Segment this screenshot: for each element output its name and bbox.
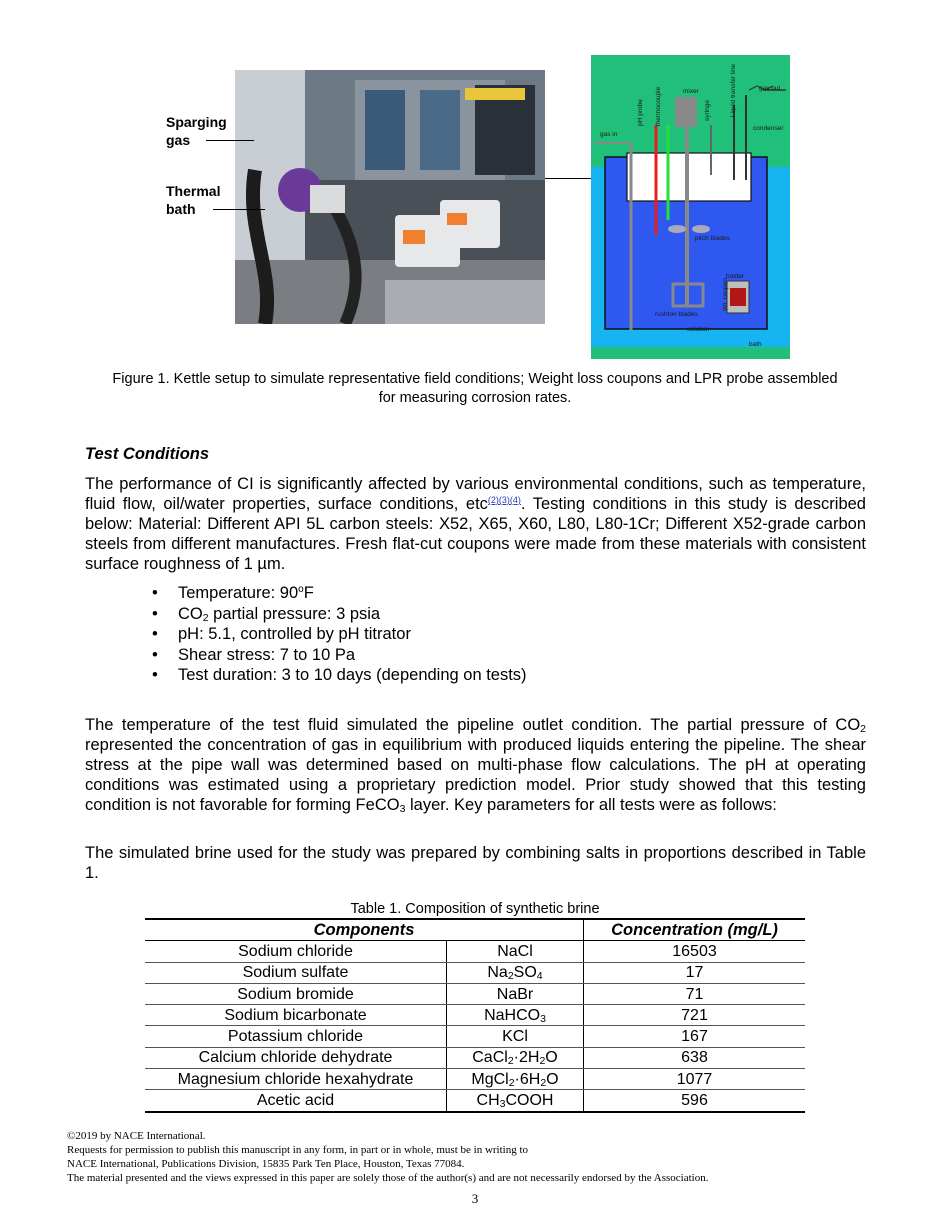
schematic-label-liquid-transfer-line: Liquid transfer line (730, 63, 738, 118)
lab-setup-photo (235, 70, 545, 324)
component-name-cell: Sodium bromide (145, 983, 447, 1004)
lab-setup-illustration (235, 70, 545, 324)
schematic-label-condenser: condenser (753, 125, 784, 132)
brine-composition-table (145, 918, 805, 1113)
paragraph-test-fluid: The temperature of the test fluid simulated the pipeline outlet condition. The partial pressure of $CO_2$ represented the concentration of gas in equilibrium with produced liquids entering the pipeline. The shear stress at the pipe wall was determined based on multi-phase flow calculations. The pH at operating conditions was estimated using a proprietary prediction model. Prior study showed that this testing condition is not favorable for forming FeCO$_3$ layer. Key parameters for all tests were as follows: (85, 716, 866, 815)
bullet-test-duration: • Test duration: 3 to 10 days (depending on tests) (152, 666, 527, 684)
schematic-label-ph-probe: pH probe (636, 99, 644, 126)
chemical-formula-cell: NaCl (447, 941, 584, 962)
table-row (145, 1090, 805, 1112)
concentration-cell: 71 (584, 983, 806, 1004)
schematic-label-gas-out: gas out (759, 85, 781, 92)
section-heading: Test Conditions (85, 445, 210, 463)
concentration-cell: 16503 (584, 941, 806, 962)
chemical-formula-cell: $CH_3COOH$ (447, 1090, 584, 1112)
chemical-formula-cell: $MgCl_2\cdot 6H_2O$ (447, 1069, 584, 1090)
table-row (145, 1005, 805, 1026)
concentration-cell: 596 (584, 1090, 806, 1112)
schematic-label-holder: holder (726, 273, 745, 280)
table-caption: Table 1. Composition of synthetic brine (350, 901, 600, 917)
schematic-label-thermocouple: thermocouple (655, 86, 663, 127)
table-row (145, 1069, 805, 1090)
paragraph-test-conditions: The performance of CI is significantly affected by various environmental conditions, such as temperature, fluid flow, oil/water properties, surface conditions, etc$^{(2)(3)(4)}$. Testing conditions in this study is described below: Material: Different API 5L carbon steels: X52, X65, X60, L80, L80-1Cr; Different X52-grade carbon steels from different manufactures. Fresh flat-cut coupons were made from these materials with consistent surface roughness of 1 µm. (85, 475, 866, 573)
component-name-cell: Potassium chloride (145, 1026, 447, 1047)
concentration-cell: 1077 (584, 1069, 806, 1090)
bullet-list (152, 583, 527, 686)
header-components: Components (145, 919, 584, 941)
chemical-formula-cell: NaBr (447, 983, 584, 1004)
table-row (145, 1026, 805, 1047)
table-row (145, 1047, 805, 1068)
component-name-cell: Sodium chloride (145, 941, 447, 962)
schematic-label-mixer: mixer (683, 88, 699, 95)
schematic-label-solution: solution (687, 326, 710, 333)
thermal-bath-callout: Thermal bath (166, 183, 221, 217)
concentration-cell: 17 (584, 962, 806, 983)
table-row (145, 941, 805, 962)
figure-caption: Figure 1. Kettle setup to simulate representative field conditions; Weight loss coupons and LPR probe assembled for measuring corrosion rates. (112, 371, 838, 406)
component-name-cell: Magnesium chloride hexahydrate (145, 1069, 447, 1090)
sparging-gas-leader-line (206, 140, 254, 141)
component-name-cell: Acetic acid (145, 1090, 447, 1112)
component-name-cell: Calcium chloride dehydrate (145, 1047, 447, 1068)
kettle-schematic (591, 55, 790, 359)
schematic-label-gas-in: gas in (600, 131, 618, 138)
chemical-formula-cell: NaHCO$_3$ (447, 1005, 584, 1026)
concentration-cell: 167 (584, 1026, 806, 1047)
table-row (145, 983, 805, 1004)
bullet-temperature: • Temperature: 90$^o$F (152, 584, 314, 602)
header-concentration: Concentration (mg/L) (584, 919, 806, 941)
chemical-formula-cell: KCl (447, 1026, 584, 1047)
bullet-shear-stress: • Shear stress: 7 to 10 Pa (152, 645, 356, 664)
thermal-bath-leader-line (213, 209, 265, 210)
concentration-cell: 638 (584, 1047, 806, 1068)
page-number: 3 (471, 1191, 479, 1206)
schematic-label-bath: bath (749, 341, 762, 348)
chemical-formula-cell: $CaCl_2\cdot 2H_2O$ (447, 1047, 584, 1068)
component-name-cell: Sodium sulfate (145, 962, 447, 983)
concentration-cell: 721 (584, 1005, 806, 1026)
component-name-cell: Sodium bicarbonate (145, 1005, 447, 1026)
schematic-label-wl-coupon: WL coupon (721, 278, 729, 311)
paragraph-simulated-brine: The simulated brine used for the study was prepared by combining salts in proportions described in Table 1. (85, 844, 866, 882)
schematic-label-rushton-blades: rushton blades (655, 311, 698, 318)
table-header-row (145, 919, 805, 941)
table-row (145, 962, 805, 983)
bullet-ph: • pH: 5.1, controlled by pH titrator (152, 625, 411, 643)
chemical-formula-cell: $Na_2SO_4$ (447, 962, 584, 983)
photo-to-schematic-line (545, 178, 591, 179)
citation-refs-link[interactable]: (2)(3)(4) (487, 495, 521, 505)
schematic-label-pitch-blades: pitch blades (695, 235, 730, 242)
bullet-co2-pressure: • $CO_2$ partial pressure: 3 psia (152, 604, 381, 624)
copyright-footer: ©2019 by NACE International. Requests for permission to publish this manuscript in any form, in part or in whole, must be in writing to NACE International, Publications Division, 15835 Park Ten Place, Houston, Texas 77084. The material presented and the views expressed in this paper are solely those of the author(s) and are not necessarily endorsed by the Association. (67, 1130, 709, 1184)
sparging-gas-callout: Sparging gas (166, 114, 227, 148)
schematic-label-syringe: syringe (703, 100, 711, 121)
